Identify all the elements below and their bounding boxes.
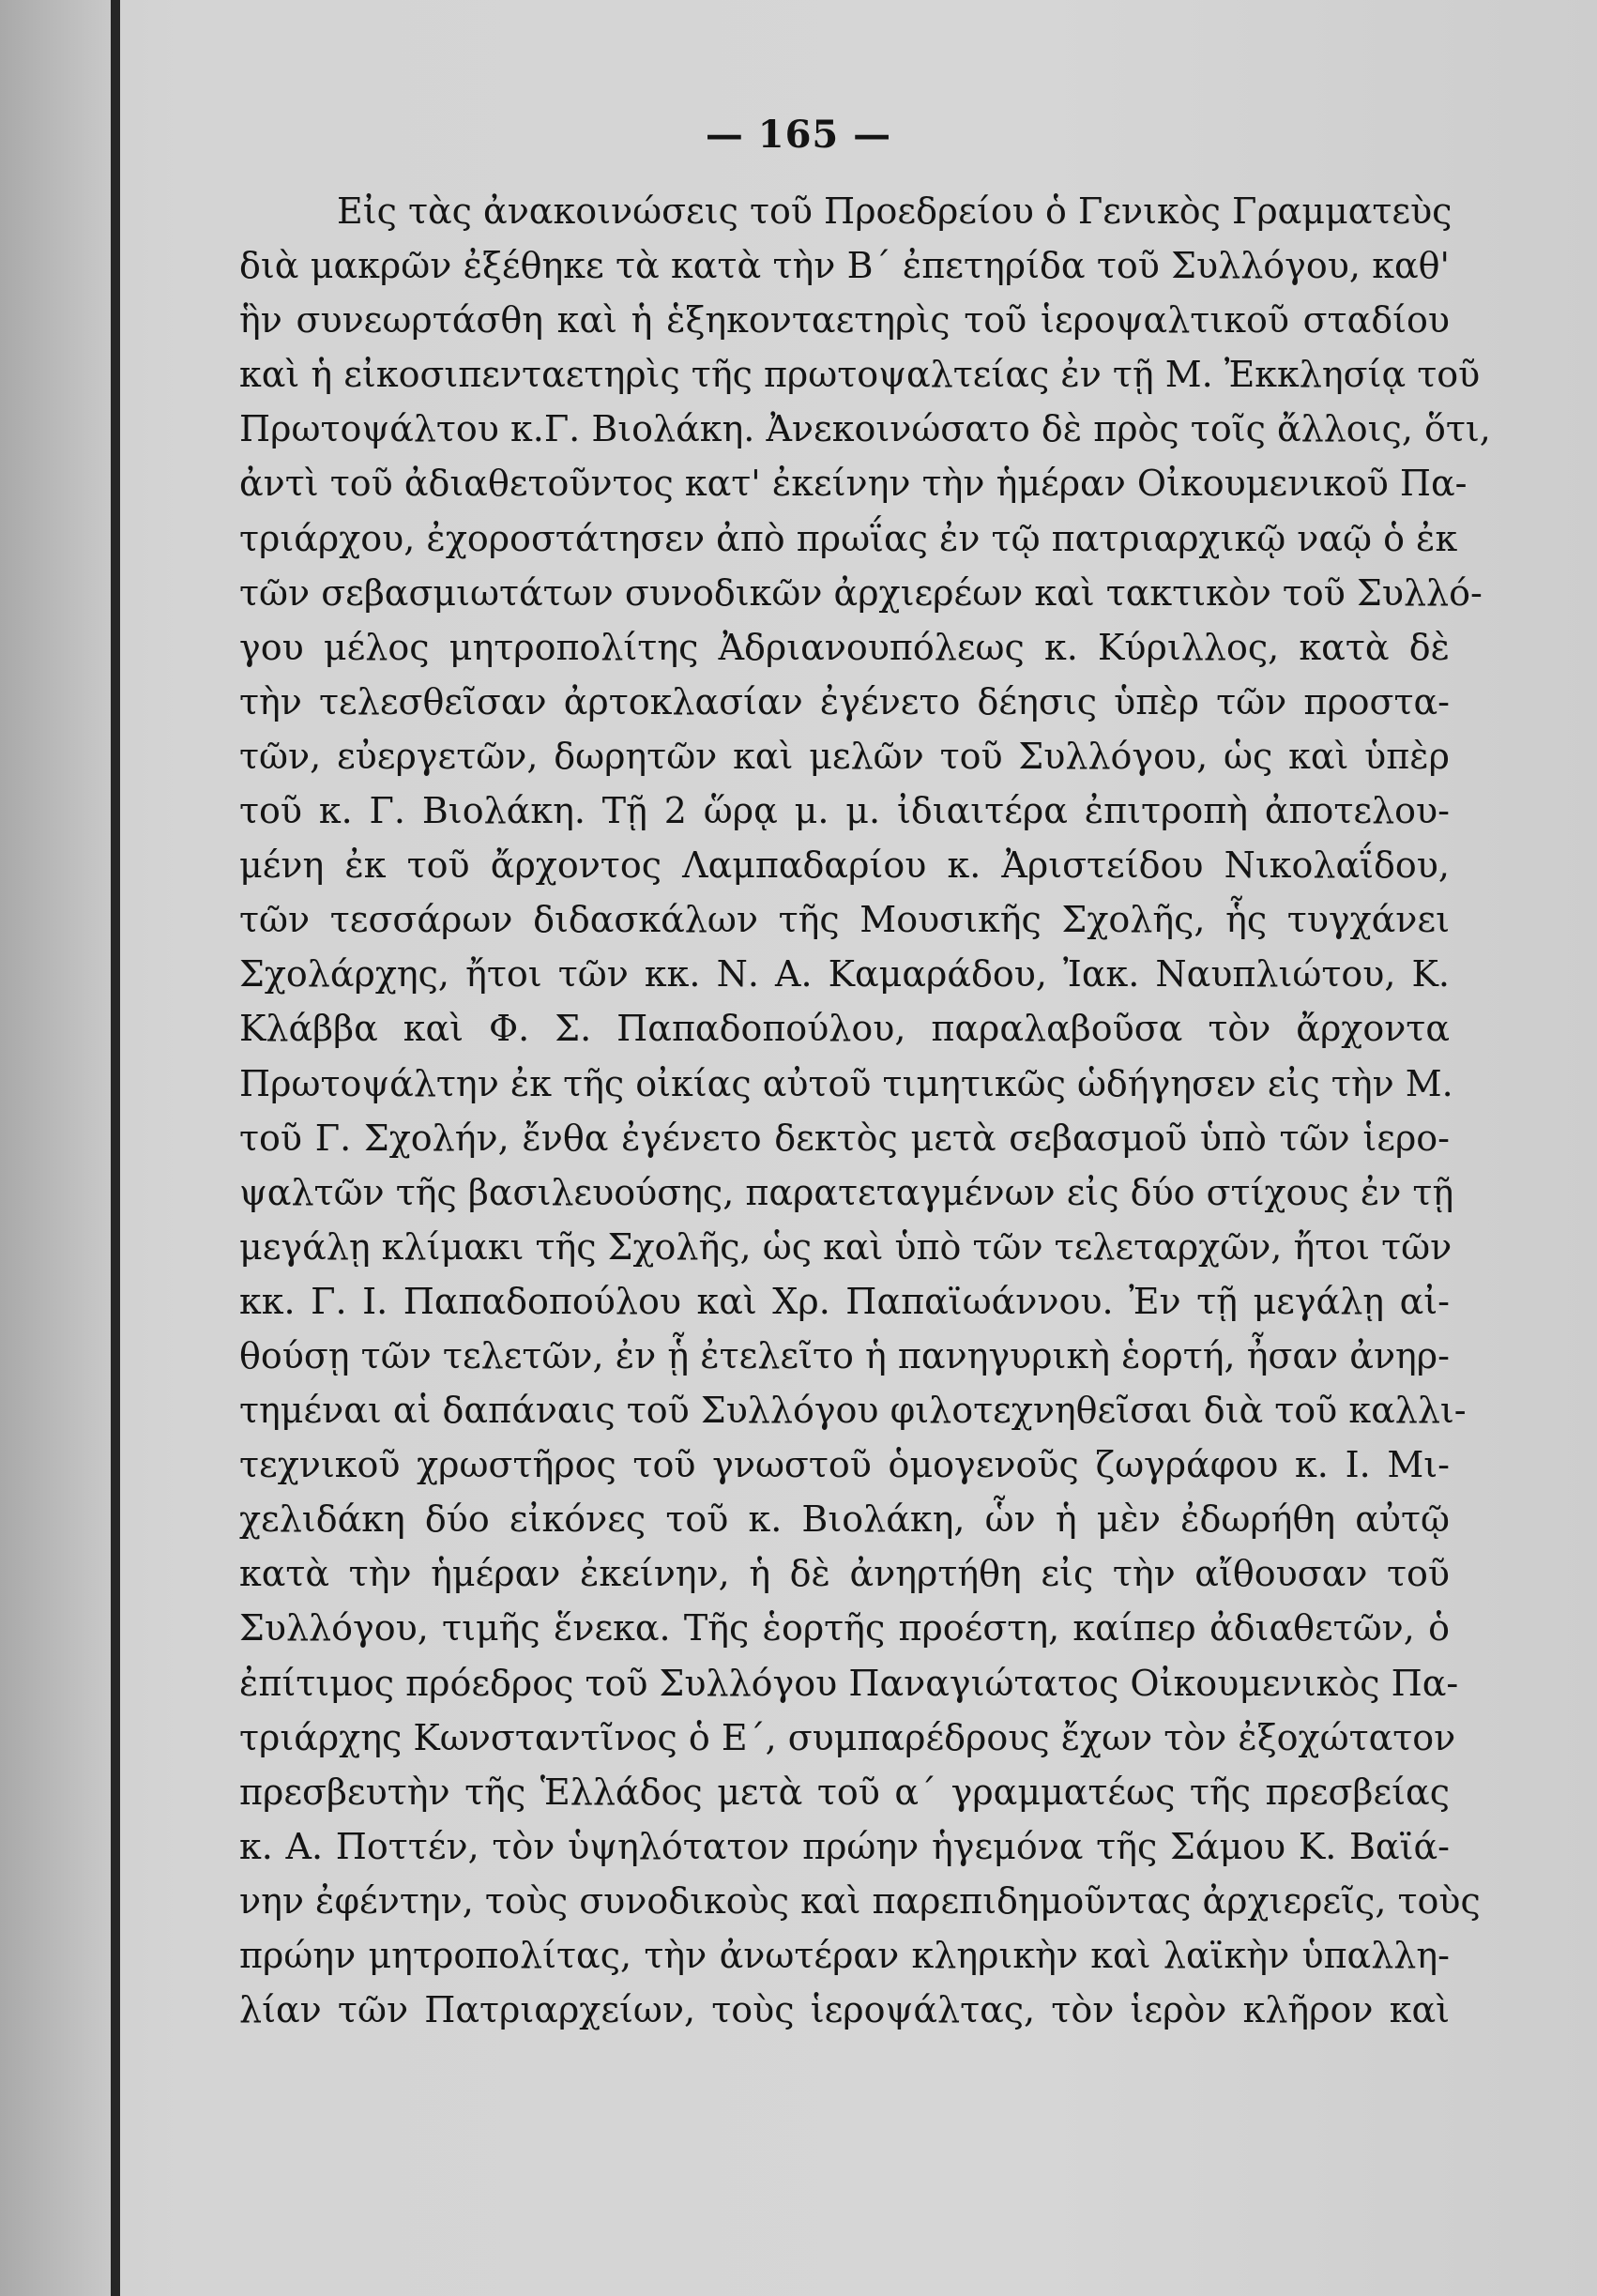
text-line: γου μέλος μητροπολίτης Ἀδριανουπόλεως κ. Κύριλλος, κατὰ δὲ [239,626,1450,668]
text-line: θούσῃ τῶν τελετῶν, ἐν ᾗ ἐτελεῖτο ἡ πανηγυρικὴ ἑορτή, ἦσαν ἀνηρ- [239,1334,1450,1376]
text-line: λίαν τῶν Πατριαρχείων, τοὺς ἱεροψάλτας, τὸν ἱερὸν κλῆρον καὶ [239,1989,1450,2031]
text-line: Εἰς τὰς ἀνακοινώσεις τοῦ Προεδρείου ὁ Γενικὸς Γραμματεὺς [337,190,1453,232]
text-line: τριάρχου, ἐχοροστάτησεν ἀπὸ πρωΐας ἐν τῷ πατριαρχικῷ ναῷ ὁ ἐκ [239,517,1458,559]
page-number: — 165 — [705,113,892,157]
text-line: ἣν συνεωρτάσθη καὶ ἡ ἑξηκονταετηρὶς τοῦ ἱεροψαλτικοῦ σταδίου [239,299,1450,342]
binding-shadow [0,0,111,2296]
text-line: Συλλόγου, τιμῆς ἕνεκα. Τῆς ἑορτῆς προέστη, καίπερ ἀδιαθετῶν, ὁ [239,1607,1450,1650]
text-line: νην ἐφέντην, τοὺς συνοδικοὺς καὶ παρεπιδημοῦντας ἀρχιερεῖς, τοὺς [239,1879,1481,1922]
text-line: τημέναι αἱ δαπάναις τοῦ Συλλόγου φιλοτεχνηθεῖσαι διὰ τοῦ καλλι- [239,1390,1467,1432]
text-line: τῶν τεσσάρων διδασκάλων τῆς Μουσικῆς Σχολῆς, ἧς τυγχάνει [239,899,1450,941]
text-line: ψαλτῶν τῆς βασιλευούσης, παρατεταγμένων εἰς δύο στίχους ἐν τῇ [239,1171,1454,1213]
text-line: κκ. Γ. Ι. Παπαδοπούλου καὶ Χρ. Παπαϊωάννου. Ἐν τῇ μεγάλῃ αἰ- [239,1280,1450,1322]
body-text [239,184,1491,2037]
text-line: τὴν τελεσθεῖσαν ἀρτοκλασίαν ἐγένετο δέησις ὑπὲρ τῶν προστα- [239,680,1450,722]
text-line: πρεσβευτὴν τῆς Ἑλλάδος μετὰ τοῦ α΄ γραμματέως τῆς πρεσβείας [239,1771,1450,1813]
text-line: Πρωτοψάλτου κ.Γ. Βιολάκη. Ἀνεκοινώσατο δὲ πρὸς τοῖς ἄλλοις, ὅτι, [239,408,1491,450]
text-line: ἀντὶ τοῦ ἀδιαθετοῦντος κατ' ἐκείνην τὴν ἡμέραν Οἰκουμενικοῦ Πα- [239,463,1468,505]
text-line: Κλάββα καὶ Φ. Σ. Παπαδοπούλου, παραλαβοῦσα τὸν ἄρχοντα [239,1008,1450,1050]
text-line: καὶ ἡ εἰκοσιπενταετηρὶς τῆς πρωτοψαλτείας ἐν τῇ Μ. Ἐκκλησίᾳ τοῦ [239,354,1481,396]
text-line: τριάρχης Κωνσταντῖνος ὁ Ε΄, συμπαρέδρους ἔχων τὸν ἐξοχώτατον [239,1716,1456,1758]
binding-edge [111,0,120,2296]
text-line: διὰ μακρῶν ἐξέθηκε τὰ κατὰ τὴν Β΄ ἐπετηρίδα τοῦ Συλλόγου, καθ' [239,245,1450,287]
text-line: μένη ἐκ τοῦ ἄρχοντος Λαμπαδαρίου κ. Ἀριστείδου Νικολαΐδου, [239,844,1450,887]
text-line: τῶν, εὐεργετῶν, δωρητῶν καὶ μελῶν τοῦ Συλλόγου, ὡς καὶ ὑπὲρ [239,735,1450,777]
text-line: κ. Α. Ποττέν, τὸν ὑψηλότατον πρώην ἡγεμόνα τῆς Σάμου Κ. Βαϊά- [239,1825,1450,1867]
text-line: Πρωτοψάλτην ἐκ τῆς οἰκίας αὐτοῦ τιμητικῶς ὡδήγησεν εἰς τὴν Μ. [239,1062,1453,1104]
text-line: τεχνικοῦ χρωστῆρος τοῦ γνωστοῦ ὁμογενοῦς ζωγράφου κ. Ι. Μι- [239,1444,1450,1486]
text-line: πρώην μητροπολίτας, τὴν ἀνωτέραν κληρικὴν καὶ λαϊκὴν ὑπαλλη- [239,1935,1450,1976]
text-line: μεγάλῃ κλίμακι τῆς Σχολῆς, ὡς καὶ ὑπὸ τῶν τελεταρχῶν, ἤτοι τῶν [239,1225,1453,1268]
text-line: κατὰ τὴν ἡμέραν ἐκείνην, ἡ δὲ ἀνηρτήθη εἰς τὴν αἴθουσαν τοῦ [239,1553,1450,1595]
text-line: τῶν σεβασμιωτάτων συνοδικῶν ἀρχιερέων καὶ τακτικὸν τοῦ Συλλό- [239,571,1483,614]
text-line: τοῦ Γ. Σχολήν, ἔνθα ἐγένετο δεκτὸς μετὰ σεβασμοῦ ὑπὸ τῶν ἱερο- [239,1117,1450,1159]
text-line: Σχολάρχης, ἤτοι τῶν κκ. Ν. Α. Καμαράδου, Ἰακ. Ναυπλιώτου, Κ. [239,953,1450,996]
text-line: ἐπίτιμος πρόεδρος τοῦ Συλλόγου Παναγιώτατος Οἰκουμενικὸς Πα- [239,1662,1459,1704]
text-line: χελιδάκη δύο εἰκόνες τοῦ κ. Βιολάκη, ὧν ἡ μὲν ἐδωρήθη αὐτῷ [239,1498,1450,1541]
text-line: τοῦ κ. Γ. Βιολάκη. Τῇ 2 ὥρᾳ μ. μ. ἰδιαιτέρα ἐπιτροπὴ ἀποτελου- [239,790,1450,832]
